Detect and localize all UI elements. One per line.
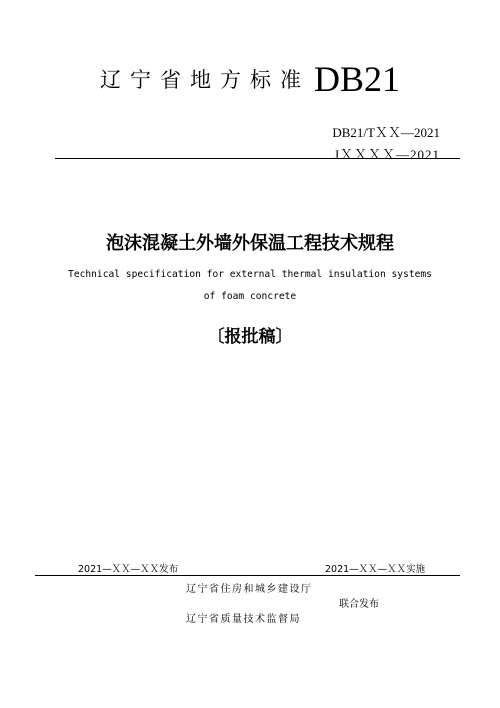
issue-date: 2021—ＸＸ—ＸＸ发布 [78, 564, 179, 575]
implementation-date: 2021—ＸＸ—ＸＸ实施 [325, 564, 426, 575]
record-number: JＸＸＸＸ—2021 [333, 147, 440, 162]
document-title-english: Technical specification for external thermal insulation systems of foam concrete [68, 269, 432, 302]
issuer-housing-department: 辽宁省住房和城乡建设厅 [186, 584, 313, 595]
document-title-chinese: 泡沫混凝土外墙外保温工程技术规程 [106, 233, 394, 254]
standard-code: DB21 [313, 59, 400, 99]
bottom-divider [35, 575, 460, 576]
standard-header [0, 58, 500, 100]
joint-issue-label: 联合发布 [339, 599, 379, 610]
standard-number: DB21/TＸＸ—2021 [332, 125, 440, 140]
draft-status: 〔报批稿〕 [207, 327, 293, 347]
issuer-quality-bureau: 辽宁省质量技术监督局 [186, 614, 301, 625]
authority-name: 辽宁省地方标准 [99, 68, 310, 92]
top-divider [55, 158, 460, 159]
